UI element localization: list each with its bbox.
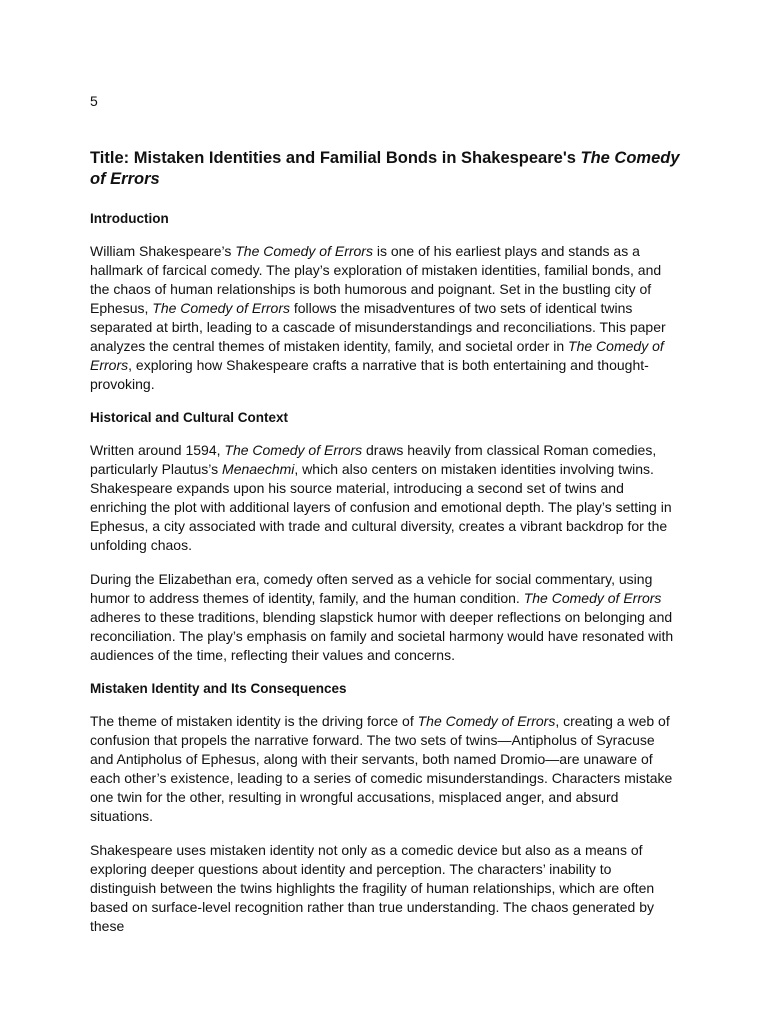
text-run: draws heavily from classical Roman comedies, particularly Plautus’s <box>90 442 657 477</box>
paragraph <box>90 712 680 826</box>
text-run: Written around 1594, <box>90 442 225 458</box>
title-text: Title: Mistaken Identities and Familial Bonds in Shakespeare's <box>90 149 581 167</box>
text-run: William Shakespeare’s <box>90 243 236 259</box>
title-italic-text: The Comedy of Errors <box>90 149 680 188</box>
paragraph <box>90 242 680 394</box>
paragraph <box>90 570 680 665</box>
section-heading: Historical and Cultural Context <box>90 410 289 425</box>
section-heading: Introduction <box>90 211 169 226</box>
italic-text-run: The Comedy of Errors <box>152 300 290 316</box>
italic-text-run: Menaechmi <box>222 461 295 477</box>
text-run: , creating a web of confusion that propels the narrative forward. The two sets of twins—Antipholus of Syracuse and Antipholus of Ephesus, along with their servants, both named Dromio—are unaware of each other’s existence, leading to a series of comedic misunderstandings. Characters mistake one twin for the other, resulting in wrongful accusations, misplaced anger, and absurd situations. <box>90 713 673 824</box>
italic-text-run: The Comedy of Errors <box>417 713 556 729</box>
page-number: 5 <box>90 93 98 109</box>
italic-text-run: The Comedy of Errors <box>235 243 373 259</box>
italic-text-run: The Comedy of Errors <box>224 442 363 458</box>
section-heading: Mistaken Identity and Its Consequences <box>90 681 347 696</box>
text-run: , which also centers on mistaken identities involving twins. Shakespeare expands upon his source material, introducing a second set of twins and enriching the plot with additional layers of confusion and emotional depth. The play’s setting in Ephesus, a city associated with trade and cultural diversity, creates a vibrant backdrop for the unfolding chaos. <box>90 461 672 553</box>
text-run: During the Elizabethan era, comedy often served as a vehicle for social commentary, using humor to address themes of identity, family, and the human condition. <box>90 571 653 606</box>
paragraph <box>90 841 680 936</box>
document-page <box>90 92 680 951</box>
text-run: Shakespeare uses mistaken identity not only as a comedic device but also as a means of exploring deeper questions about identity and perception. The characters’ inability to distinguish between the twins highlights the fragility of human relationships, which are often based on surface-level recognition rather than true understanding. The chaos generated by these <box>90 842 655 934</box>
text-run: is one of his earliest plays and stands as a hallmark of farcical comedy. The play’s exploration of mistaken identities, familial bonds, and the chaos of human relationships is both humorous and poignant. Set in the bustling city of Ephesus, <box>90 243 662 316</box>
document-body <box>90 210 680 936</box>
text-run: , exploring how Shakespeare crafts a narrative that is both entertaining and thought-provoking. <box>90 357 649 392</box>
page-title <box>90 148 680 190</box>
text-run: adheres to these traditions, blending slapstick humor with deeper reflections on belonging and reconciliation. The play’s emphasis on family and societal harmony would have resonated with audiences of the time, reflecting their values and concerns. <box>90 609 674 663</box>
paragraph <box>90 441 680 555</box>
text-run: follows the misadventures of two sets of identical twins separated at birth, leading to a cascade of misunderstandings and reconciliations. This paper analyzes the central themes of mistaken identity, family, and societal order in <box>90 300 666 354</box>
text-run: The theme of mistaken identity is the driving force of <box>90 713 418 729</box>
italic-text-run: The Comedy of Errors <box>90 338 664 373</box>
italic-text-run: The Comedy of Errors <box>523 590 662 606</box>
